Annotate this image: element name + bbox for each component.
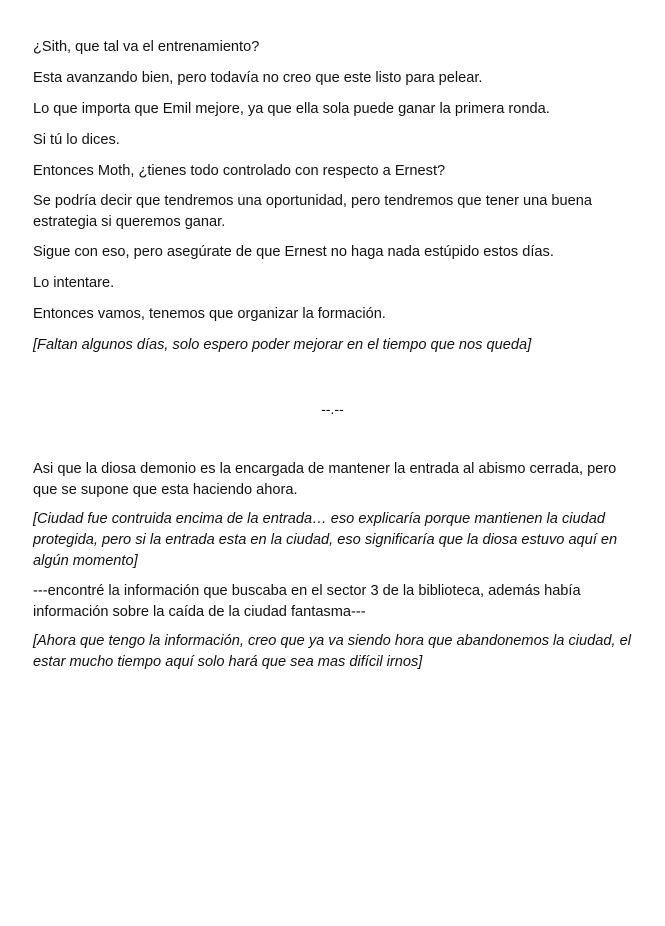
scene-separator: --.-- (321, 401, 344, 417)
dialogue-line: Lo que importa que Emil mejore, ya que ella sola puede ganar la primera ronda. (33, 101, 550, 117)
dialogue-line: Se podría decir que tendremos una oportunidad, pero tendremos que tener una buena estrategia si queremos ganar. (33, 193, 593, 230)
dialogue-line: Sigue con eso, pero asegúrate de que Ernest no haga nada estúpido estos días. (33, 244, 554, 260)
narration-paragraph: ---encontré la información que buscaba en el sector 3 de la biblioteca, además había información sobre la caída de la ciudad fantasma--- (33, 583, 581, 620)
dialogue-line: Lo intentare. (33, 275, 115, 291)
thought-line: [Faltan algunos días, solo espero poder mejorar en el tiempo que nos queda] (33, 337, 532, 353)
dialogue-line: Entonces vamos, tenemos que organizar la formación. (33, 306, 386, 322)
thought-paragraph: [Ciudad fue contruida encima de la entrada… eso explicaría porque mantienen la ciudad protegida, pero si la entrada esta en la ciudad, eso significaría que la diosa estuvo aquí en algún momento] (33, 511, 618, 569)
dialogue-line: Si tú lo dices. (33, 132, 120, 148)
narration-paragraph: Asi que la diosa demonio es la encargada de mantener la entrada al abismo cerrada, pero que se supone que esta haciendo ahora. (33, 461, 617, 498)
dialogue-line: ¿Sith, que tal va el entrenamiento? (33, 39, 260, 55)
dialogue-line: Entonces Moth, ¿tienes todo controlado con respecto a Ernest? (33, 163, 446, 179)
thought-paragraph: [Ahora que tengo la información, creo que ya va siendo hora que abandonemos la ciudad, el estar mucho tiempo aquí solo hará que sea mas difícil irnos] (33, 633, 631, 670)
dialogue-line: Esta avanzando bien, pero todavía no creo que este listo para pelear. (33, 70, 483, 86)
